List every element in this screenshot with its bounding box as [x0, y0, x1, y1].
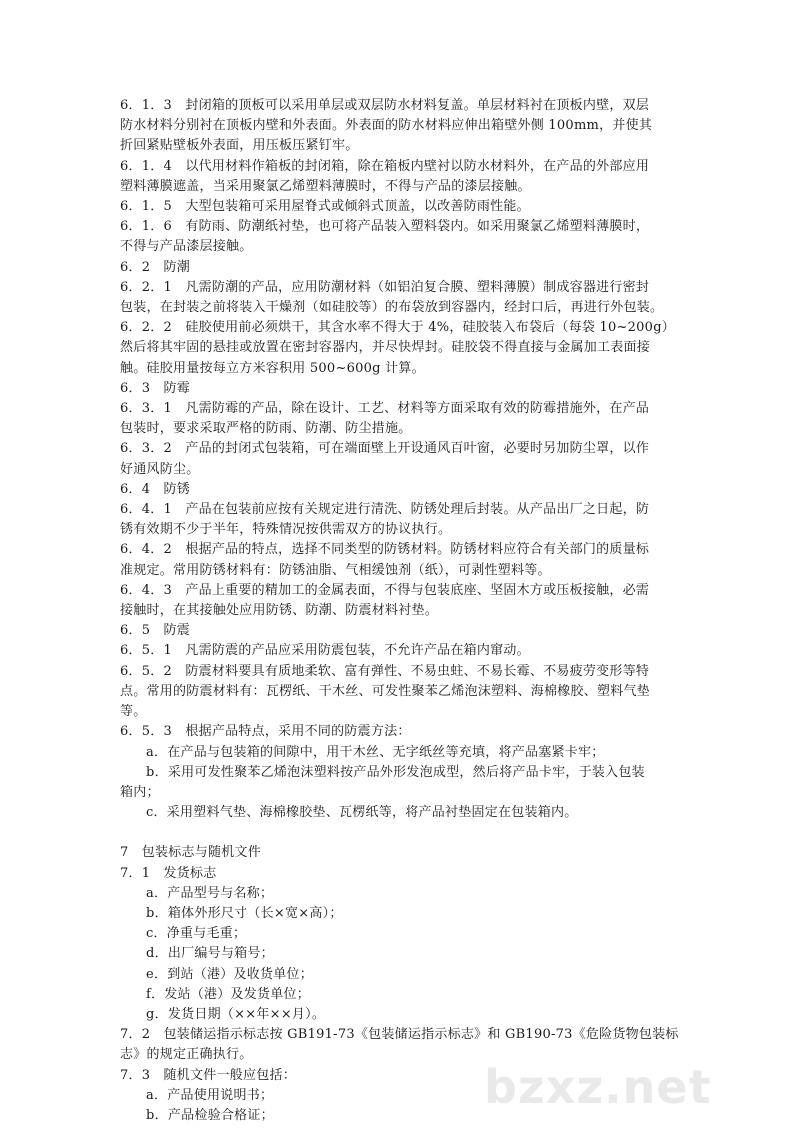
- text-line: 等。: [120, 704, 147, 720]
- chapter-heading: 7 包装标志与随机文件: [120, 845, 262, 861]
- text-line: 6．1．6 有防雨、防潮纸衬垫，也可将产品装入塑料袋内。如采用聚氯乙烯塑料薄膜时，: [120, 219, 650, 235]
- section-heading: 7．3 随机文件一般应包括：: [120, 1067, 297, 1083]
- text-line: 折回紧贴壁板外表面，用压板压紧钉牢。: [120, 138, 359, 154]
- list-item: a．在产品与包装箱的间隙中，用干木丝、无字纸丝等充填，将产品塞紧卡牢；: [146, 744, 605, 760]
- text-line: 6．4．1 产品在包装前应按有关规定进行清洗、防锈处理后封装。从产品出厂之日起，防: [120, 502, 650, 518]
- section-heading: 7．1 发货标志: [120, 865, 217, 881]
- list-item: g．发货日期（××年××月）。: [146, 1006, 326, 1022]
- list-item: c．净重与毛重；: [146, 926, 247, 942]
- text-line: 6．5．3 根据产品特点，采用不同的防震方法：: [120, 724, 411, 740]
- text-line: 接触时，在其接触处应用防锈、防潮、防震材料衬垫。: [120, 603, 439, 619]
- list-item: f．发站（港）及发货单位；: [146, 986, 311, 1002]
- text-line: 6．2．1 凡需防潮的产品，应用防潮材料（如铝泊复合膜、塑料薄膜）制成容器进行密封: [120, 279, 650, 295]
- section-heading: 6．2 防潮: [120, 259, 191, 275]
- text-line: 塑料薄膜遮盖，当采用聚氯乙烯塑料薄膜时，不得与产品的漆层接触。: [120, 178, 531, 194]
- section-heading: 6．4 防锈: [120, 481, 191, 497]
- list-item: b．箱体外形尺寸（长×宽×高）；: [146, 905, 343, 921]
- text-line: 6．1．3 封闭箱的顶板可以采用单层或双层防水材料复盖。单层材料衬在顶板内壁，双层: [120, 98, 650, 113]
- text-line: 锈有效期不少于半年，特殊情况按供需双方的协议执行。: [120, 522, 452, 538]
- text-line: 6．3．1 凡需防霉的产品，除在设计、工艺、材料等方面采取有效的防霉措施外，在产品: [120, 401, 650, 417]
- text-line: 6．4．3 产品上重要的精加工的金属表面，不得与包装底座、坚固木方或压板接触，必需: [120, 582, 650, 598]
- watermark: bzxz.net: [484, 1060, 712, 1114]
- list-item: d．出厂编号与箱号；: [146, 946, 274, 962]
- blank-line: [120, 823, 680, 843]
- section-heading: 6．5 防震: [120, 623, 191, 639]
- text-line: 点。常用的防震材料有：瓦楞纸、干木丝、可发性聚苯乙烯泡沫塑料、海棉橡胶、塑料气垫: [120, 683, 651, 699]
- section-heading: 6．3 防霉: [120, 380, 191, 396]
- text-line: 包装时，要求采取严格的防雨、防潮、防尘措施。: [120, 421, 412, 437]
- text-line: 6．5．1 凡需防震的产品应采用防震包装，不允许产品在箱内窜动。: [120, 643, 530, 659]
- text-line: 然后将其牢固的悬挂或放置在密封容器内，并尽快焊封。硅胶袋不得直接与金属加工表面接: [120, 340, 651, 356]
- text-line: 防水材料分别衬在顶板内壁和外表面。外表面的防水材料应伸出箱壁外侧 100mm，并使其: [120, 118, 653, 134]
- text-line: 6．1．4 以代用材料作箱板的封闭箱，除在箱板内壁衬以防水材料外，在产品的外部应用: [120, 158, 650, 174]
- text-line: 6．2．2 硅胶使用前必须烘干，其含水率不得大于 4%，硅胶装入布袋后（每袋 10~200g）: [120, 320, 676, 336]
- list-item: b．产品检验合格证；: [146, 1107, 274, 1123]
- list-item: e．到站（港）及收货单位；: [146, 966, 313, 982]
- text-line: 6．1．5 大型包装箱可采用屋脊式或倾斜式顶盖，以改善防雨性能。: [120, 199, 530, 215]
- text-line: 准规定。常用防锈材料有：防锈油脂、气相缓蚀剂（纸），可剥性塑料等。: [120, 562, 551, 578]
- text-line: 不得与产品漆层接触。: [120, 239, 253, 255]
- text-line: 好通风防尘。: [120, 461, 200, 477]
- document-body: [120, 96, 680, 1126]
- text-line: 包装，在封装之前将装入干燥剂（如硅胶等）的布袋放到容器内，经封口后，再进行外包装。: [120, 300, 664, 316]
- text-line: 箱内；: [120, 784, 160, 800]
- text-line: 6．5．2 防震材料要具有质地柔软、富有弹性、不易虫蛀、不易长霉、不易疲劳变形等特: [120, 663, 650, 679]
- text-line: 6．4．2 根据产品的特点，选择不同类型的防锈材料。防锈材料应符合有关部门的质量标: [120, 542, 650, 558]
- list-item: a．产品型号与名称；: [146, 885, 274, 901]
- list-item: a．产品使用说明书；: [146, 1087, 274, 1103]
- text-line: 7．2 包装储运指示标志按 GB191-73《包装储运指示标志》和 GB190-73《危险货物包装标: [120, 1027, 679, 1043]
- list-item: c．采用塑料气垫、海棉橡胶垫、瓦楞纸等，将产品衬垫固定在包装箱内。: [146, 805, 578, 821]
- text-line: 触。硅胶用量按每立方米容积用 500~600g 计算。: [120, 360, 425, 376]
- text-line: 志》的规定正确执行。: [120, 1047, 253, 1063]
- list-item: b．采用可发性聚苯乙烯泡沫塑料按产品外形发泡成型，然后将产品卡牢，于装入包装: [146, 764, 645, 780]
- text-line: 6．3．2 产品的封闭式包装箱，可在端面壁上开设通风百叶窗，必要时另加防尘罩，以作: [120, 441, 650, 457]
